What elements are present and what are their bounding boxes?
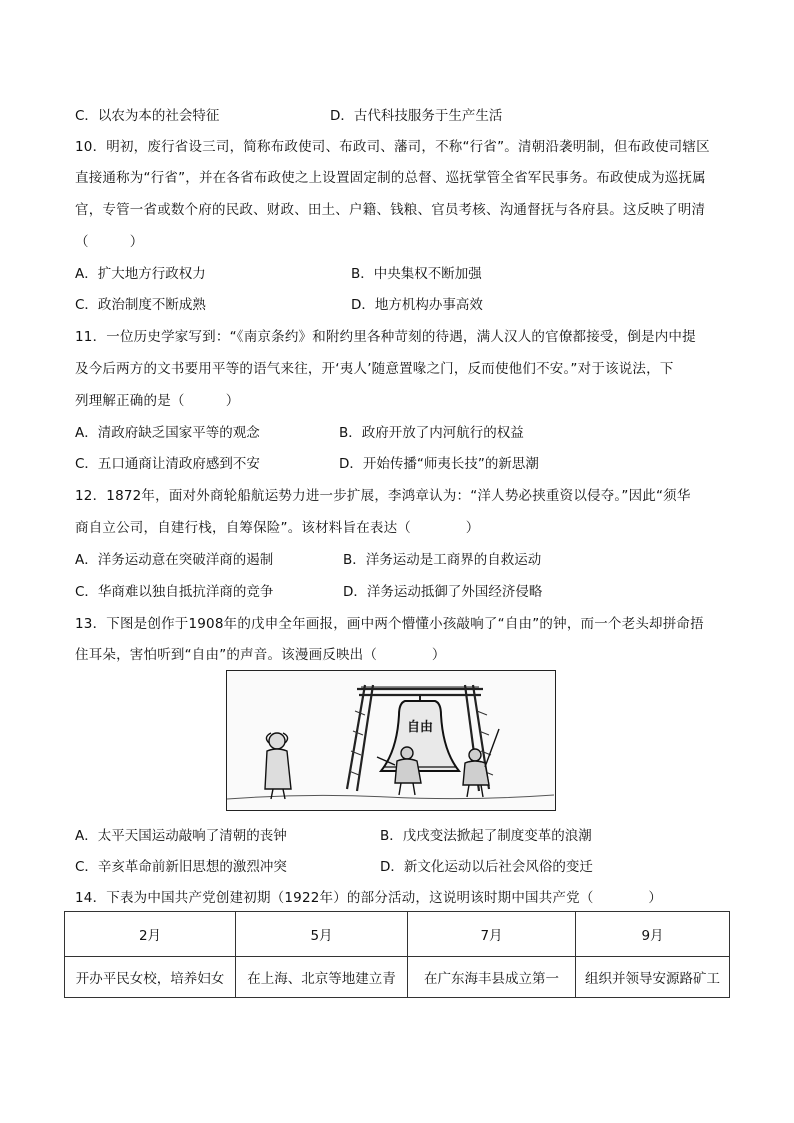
q10-option-d: D．地方机构办事高效 bbox=[351, 297, 483, 313]
freedom-bell-cartoon bbox=[226, 670, 556, 811]
table-cell: 开办平民女校，培养妇女 bbox=[65, 957, 236, 998]
cartoon-drawing bbox=[227, 671, 554, 809]
table-header-cell: 5月 bbox=[236, 912, 408, 957]
q12-option-b: B．洋务运动是工商界的自救运动 bbox=[343, 552, 542, 568]
q12-option-c: C．华商难以独自抵抗洋商的竞争 bbox=[75, 584, 274, 600]
bell-label: 自由 bbox=[406, 720, 434, 735]
q14-activities-table bbox=[64, 911, 730, 998]
table-header-cell: 7月 bbox=[408, 912, 576, 957]
q11-option-c: C．五口通商让清政府感到不安 bbox=[75, 456, 260, 472]
q12-stem-line-1: 12．1872年，面对外商轮船航运势力进一步扩展，李鸿章认为：“洋人势必挟重资以侵夺。”因此“须华 bbox=[75, 488, 691, 504]
table-row bbox=[65, 957, 730, 998]
q10-answer-blank: （ ） bbox=[75, 234, 144, 250]
q10-stem-line-1: 10．明初，废行省设三司，简称布政使司、布政司、藩司，不称“行省”。清朝沿袭明制，但布政使司辖区 bbox=[75, 139, 710, 155]
q9-option-c: C．以农为本的社会特征 bbox=[75, 108, 220, 124]
q12-option-d: D．洋务运动抵御了外国经济侵略 bbox=[343, 584, 543, 600]
q13-stem-line-2: 住耳朵，害怕听到“自由”的声音。该漫画反映出（ ） bbox=[75, 647, 446, 663]
q10-stem-line-2: 直接通称为“行省”，并在各省布政使之上设置固定制的总督、巡抚掌管全省军民事务。布政使成为巡抚属 bbox=[75, 170, 706, 186]
q10-option-a: A．扩大地方行政权力 bbox=[75, 266, 206, 282]
q13-option-c: C．辛亥革命前新旧思想的激烈冲突 bbox=[75, 859, 287, 875]
q13-option-d: D．新文化运动以后社会风俗的变迁 bbox=[380, 859, 593, 875]
table-header-cell: 9月 bbox=[576, 912, 730, 957]
q14-stem-line: 14．下表为中国共产党创建初期（1922年）的部分活动，这说明该时期中国共产党（ ） bbox=[75, 890, 663, 906]
q11-stem-line-2: 及今后两方的文书要用平等的语气来往，开‘夷人’随意置喙之门，反而使他们不安。”对于该说法，下 bbox=[75, 361, 674, 377]
q11-option-d: D．开始传播“师夷长技”的新思潮 bbox=[339, 456, 539, 472]
q12-option-a: A．洋务运动意在突破洋商的遏制 bbox=[75, 552, 274, 568]
q11-option-a: A．清政府缺乏国家平等的观念 bbox=[75, 425, 260, 441]
q9-option-d: D．古代科技服务于生产生活 bbox=[330, 108, 503, 124]
q11-stem-line-1: 11．一位历史学家写到：“《南京条约》和附约里各种苛刻的待遇，满人汉人的官僚都接受，倒是内中提 bbox=[75, 329, 696, 345]
q12-stem-line-2: 商自立公司，自建行栈，自筹保险”。该材料旨在表达（ ） bbox=[75, 520, 480, 536]
table-header-cell: 2月 bbox=[65, 912, 236, 957]
table-cell: 在广东海丰县成立第一 bbox=[408, 957, 576, 998]
table-cell: 在上海、北京等地建立青 bbox=[236, 957, 408, 998]
q13-stem-line-1: 13．下图是创作于1908年的戊申全年画报，画中两个懵懂小孩敲响了“自由”的钟，而一个老头却拼命捂 bbox=[75, 616, 704, 632]
q10-stem-line-3: 官，专管一省或数个府的民政、财政、田土、户籍、钱粮、官员考核、沟通督抚与各府县。这反映了明清 bbox=[75, 202, 706, 218]
q10-option-b: B．中央集权不断加强 bbox=[351, 266, 482, 282]
table-header-row bbox=[65, 912, 730, 957]
q10-option-c: C．政治制度不断成熟 bbox=[75, 297, 206, 313]
q13-option-a: A．太平天国运动敲响了清朝的丧钟 bbox=[75, 828, 287, 844]
q13-option-b: B．戊戌变法掀起了制度变革的浪潮 bbox=[380, 828, 592, 844]
table-cell: 组织并领导安源路矿工 bbox=[576, 957, 730, 998]
q11-stem-line-3: 列理解正确的是（ ） bbox=[75, 393, 240, 409]
q11-option-b: B．政府开放了内河航行的权益 bbox=[339, 425, 524, 441]
